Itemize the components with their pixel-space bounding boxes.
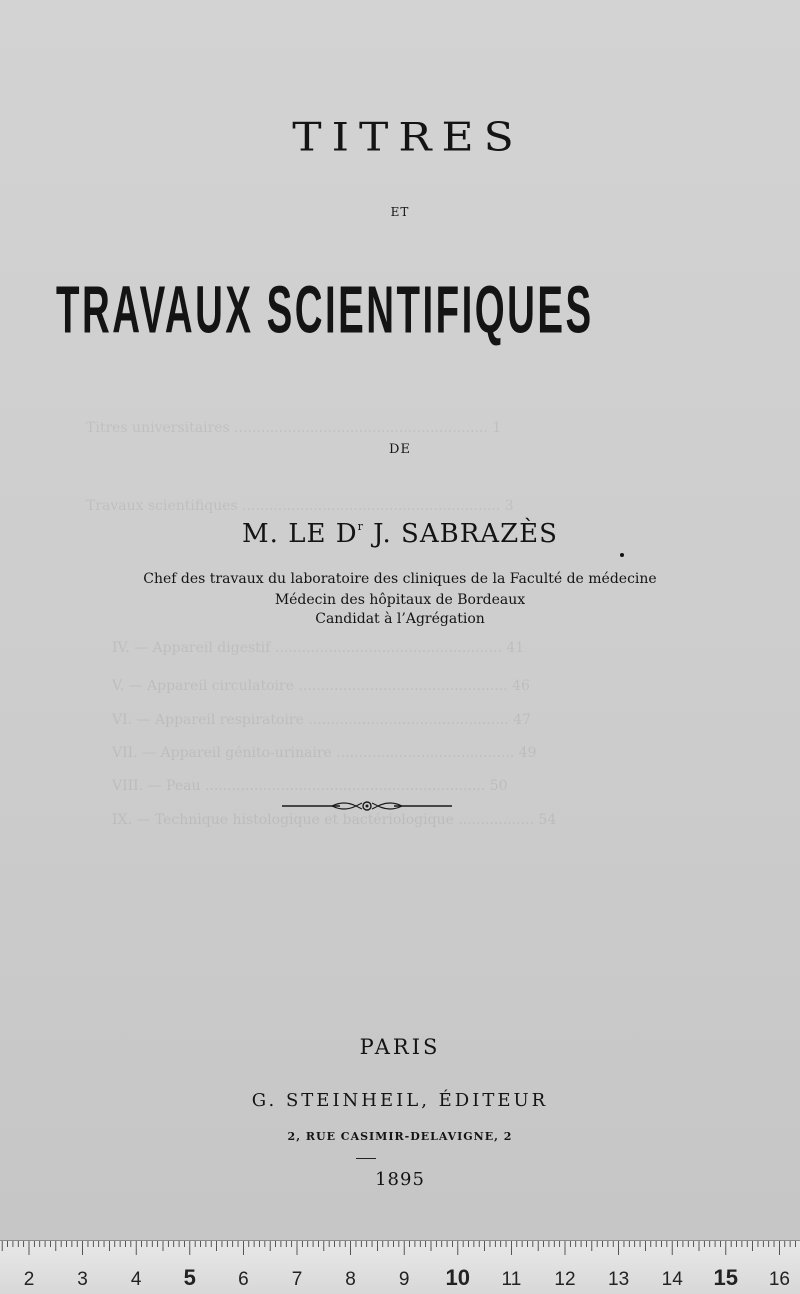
ruler-label: 8 [345, 1269, 356, 1290]
publication-city: PARIS [359, 1035, 441, 1059]
author-sup: r [357, 520, 364, 533]
author-prefix: M. LE D [242, 519, 358, 549]
bleed-through-text: VI. — Appareil respiratoire ............................................. 47 [112, 712, 531, 728]
ruler-label: 2 [23, 1269, 35, 1290]
ruler-label: 13 [608, 1269, 630, 1290]
bleed-through-text: Titres universitaires ......................................................... 1 [86, 420, 502, 436]
bleed-through-text: IV. — Appareil digestif ................................................... 41 [112, 640, 525, 656]
ruler-label: 12 [554, 1269, 576, 1290]
conjunction: ET [390, 205, 410, 219]
ruler-label: 7 [291, 1269, 303, 1290]
bleed-through-text: Travaux scientifiques .......................................................... 3 [86, 498, 514, 514]
ruler-label: 5 [183, 1265, 196, 1290]
affiliation-line: Candidat à l’Agrégation [315, 611, 485, 627]
title-line-2: TRAVAUX SCIENTIFIQUES [56, 273, 594, 348]
ink-dot [620, 553, 624, 557]
ruler-label: 6 [238, 1269, 249, 1290]
ruler-label: 4 [130, 1269, 142, 1290]
ruler-label: 10 [445, 1265, 471, 1290]
preposition: DE [389, 442, 411, 457]
ruler-label: 3 [77, 1269, 88, 1290]
ruler-label: 9 [398, 1269, 410, 1290]
bleed-through-text: VIII. — Peau ............................................................... 50 [112, 778, 508, 794]
bleed-through-text: IX. — Technique histologique et bactériologique ................. 54 [112, 812, 557, 828]
publisher: G. STEINHEIL, ÉDITEUR [251, 1090, 549, 1111]
separator-dash [356, 1158, 376, 1159]
ornament-divider-icon [282, 796, 452, 816]
bleed-through-text: V. — Appareil circulatoire ............................................... 46 [112, 678, 530, 694]
ruler-label: 11 [501, 1269, 522, 1290]
publisher-address: 2, RUE CASIMIR-DELAVIGNE, 2 [287, 1130, 513, 1143]
author-surname: J. SABRAZÈS [373, 519, 558, 549]
ruler-label: 14 [661, 1269, 683, 1290]
measuring-ruler [0, 1240, 800, 1294]
author-name [0, 519, 800, 549]
bleed-through-text: VII. — Appareil génito-urinaire ........................................ 49 [112, 745, 537, 761]
ruler-label: 16 [768, 1269, 790, 1290]
affiliation-line: Médecin des hôpitaux de Bordeaux [274, 592, 526, 608]
title-line-1: TITRES [292, 114, 524, 161]
affiliation-line: Chef des travaux du laboratoire des cliniques de la Faculté de médecine [143, 571, 657, 587]
publication-year: 1895 [375, 1169, 425, 1190]
ruler-label: 15 [713, 1265, 739, 1290]
